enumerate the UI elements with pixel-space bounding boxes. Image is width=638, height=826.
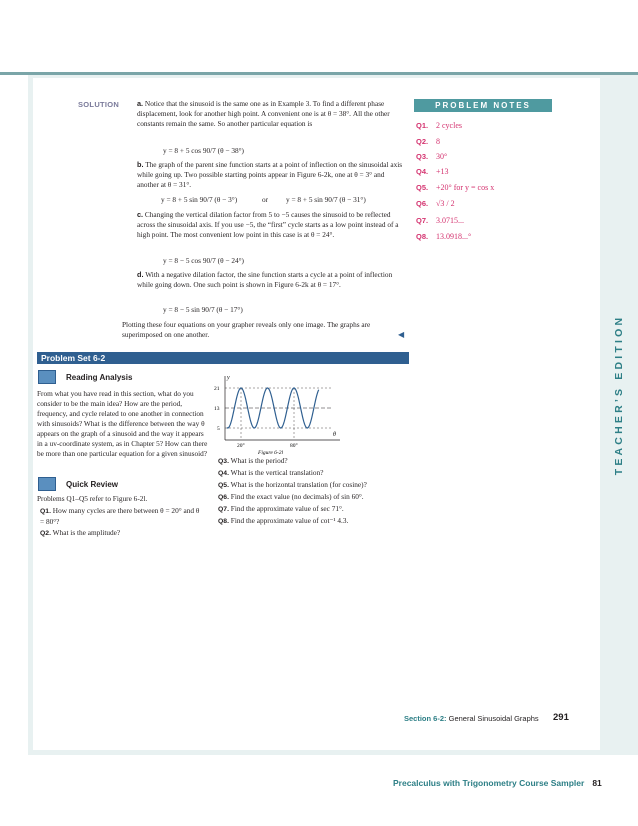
step-letter: d.: [137, 270, 144, 279]
step-letter: c.: [137, 210, 144, 219]
solution-closing: Plotting these four equations on your grapher reveals only one image. The graphs are superimposed on one another.: [122, 320, 371, 339]
step-text: The graph of the parent sine function starts at a point of inflection on the sinusoidal axis while going up. Two possible starting points appear in Figure 6-2k, one at θ = 3° and another at θ = 31°.: [137, 160, 403, 189]
x-tick-label: 20°: [237, 443, 245, 449]
equation-c: y = 8 − 5 cos 90/7 (θ − 24°): [163, 256, 244, 265]
note-item: Q5. +20° for y = cos x: [416, 183, 495, 192]
quick-review-heading: Quick Review: [66, 480, 119, 489]
equation-d: y = 8 − 5 sin 90/7 (θ − 17°): [163, 305, 243, 314]
question-item: Q8. Find the approximate value of cot⁻¹ 4.3.: [218, 516, 349, 525]
section-footer: Section 6-2: General Sinusoidal Graphs: [404, 714, 539, 723]
stopwatch-icon: [38, 477, 56, 491]
question-item: Q6. Find the exact value (no decimals) of sin 60°.: [218, 492, 364, 501]
note-item: Q7. 3.0715...: [416, 216, 464, 225]
figure-6-2l: [212, 372, 342, 458]
step-text: With a negative dilation factor, the sine function starts a cycle at a point of inflection while going down. One such point is shown in Figure 6-2k at θ = 17°.: [137, 270, 393, 289]
step-letter: a.: [137, 99, 144, 108]
question-item: Q2. What is the amplitude?: [40, 528, 121, 537]
equation-a: y = 8 + 5 cos 90/7 (θ − 38°): [163, 146, 244, 155]
equation-b1: y = 8 + 5 sin 90/7 (θ − 3°): [161, 195, 238, 204]
reading-analysis-heading: Reading Analysis: [66, 373, 133, 382]
solution-part-b: [137, 160, 407, 190]
note-item: Q4. +13: [416, 167, 449, 176]
step-letter: b.: [137, 160, 144, 169]
note-item: Q8. 13.0918...°: [416, 232, 472, 241]
equation-b2: y = 8 + 5 sin 90/7 (θ − 31°): [286, 195, 366, 204]
book-icon: [38, 370, 56, 384]
teachers-edition-label: TEACHER’S EDITION: [613, 314, 625, 476]
solution-part-a: [137, 99, 407, 129]
x-axis-label: θ: [333, 432, 336, 438]
step-text: Notice that the sinusoid is the same one as in Example 3. To find a different phase displacement, look for another high point. A convenient one is at θ = 38°. All the other constants remain the same. So another particular equation is: [137, 99, 390, 128]
note-item: Q2. 8: [416, 137, 440, 146]
quick-review-intro: Problems Q1–Q5 refer to Figure 6-2l.: [37, 494, 148, 503]
problem-set-heading: Problem Set 6-2: [37, 352, 409, 364]
page-number: 291: [553, 712, 569, 723]
solution-part-c: [137, 210, 407, 240]
x-tick-label: 80°: [290, 443, 298, 449]
y-axis-label: y: [227, 375, 230, 381]
solution-label: SOLUTION: [78, 100, 120, 109]
question-item: Q4. What is the vertical translation?: [218, 468, 324, 477]
figure-caption: Figure 6-2l: [258, 450, 283, 456]
solution-part-d: [137, 270, 407, 290]
question-item: Q7. Find the approximate value of sec 71°.: [218, 504, 344, 513]
note-item: Q3. 30°: [416, 152, 448, 161]
step-text: Changing the vertical dilation factor from 5 to −5 causes the sinusoid to be reflected across the sinusoidal axis. If you use −5, the “first” cycle starts as a low point instead of a high point. The most convenient low point in this case is at θ = 24°.: [137, 210, 399, 239]
note-item: Q1. 2 cycles: [416, 121, 462, 130]
question-item: Q1. How many cycles are there between θ = 20° and θ = 80°?: [40, 506, 200, 526]
y-tick-label: 21: [214, 386, 220, 392]
question-item: Q3. What is the period?: [218, 456, 288, 465]
y-tick-label: 5: [217, 426, 220, 432]
sampler-footer: Precalculus with Trigonometry Course Sampler 81: [393, 778, 602, 788]
problem-notes-heading: PROBLEM NOTES: [414, 99, 552, 112]
question-item: Q5. What is the horizontal translation (for cosine)?: [218, 480, 367, 489]
equation-b-or: or: [262, 195, 269, 204]
reading-analysis-text: From what you have read in this section, what do you consider to be the main idea? How are the period, frequency, and cycle related to one another in connection with sinusoids? What is the difference between the way θ appears on the graph of a sinusoid and the way it appears in a uv-coordinate system, as in Chapter 5? How can there be more than one particular equation for a given sinusoid?: [37, 389, 208, 458]
end-of-solution-icon: ◀: [398, 330, 405, 339]
y-tick-label: 13: [214, 406, 220, 412]
note-item: Q6. √3 / 2: [416, 199, 455, 208]
